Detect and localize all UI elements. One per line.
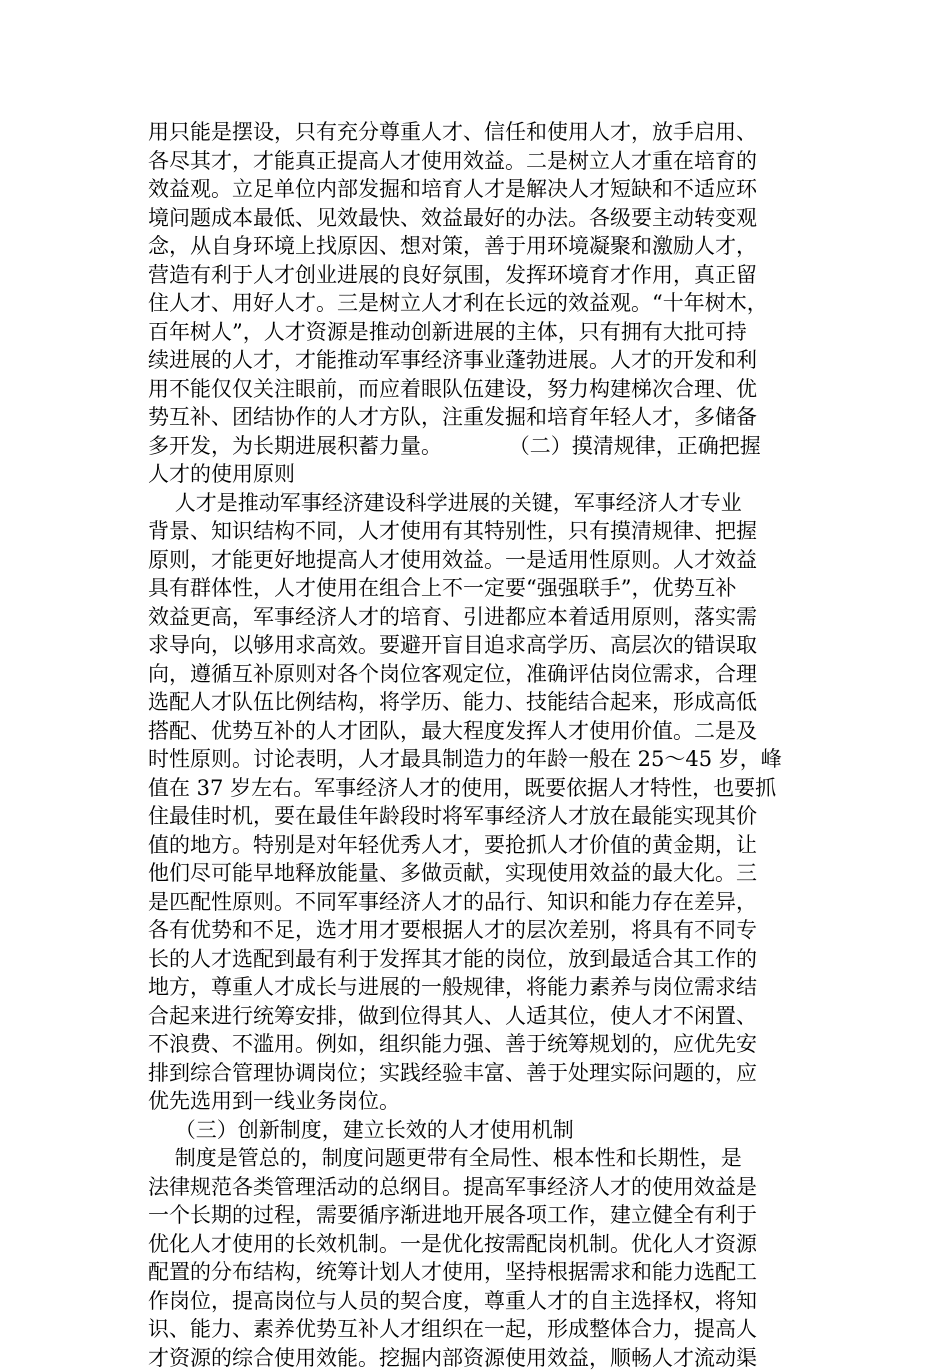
text-line: 住最佳时机，要在最佳年龄段时将军事经济人才放在最能实现其价 [148,802,800,831]
text-line: 优先选用到一线业务岗位。 [148,1087,800,1116]
text-line: 值在 37 岁左右。军事经济人才的使用，既要依据人才特性，也要抓 [148,774,800,803]
text-line: 配置的分布结构，统筹计划人才使用，坚持根据需求和能力选配工 [148,1258,800,1287]
text-line: 选配人才队伍比例结构，将学历、能力、技能结合起来，形成高低 [148,688,800,717]
text-line: 识、能力、素养优势互补人才组织在一起，形成整体合力，提高人 [148,1315,800,1344]
text-line: 各有优势和不足，选才用才要根据人才的层次差别，将具有不同专 [148,916,800,945]
text-line: 搭配、优势互补的人才团队，最大程度发挥人才使用价值。二是及 [148,717,800,746]
text-line: 效益更高，军事经济人才的培育、引进都应本着适用原则，落实需 [148,603,800,632]
text-line: 营造有利于人才创业进展的良好氛围，发挥环境育才作用，真正留 [148,261,800,290]
text-line: 用只能是摆设，只有充分尊重人才、信任和使用人才，放手启用、 [148,118,800,147]
text-line: 具有群体性，人才使用在组合上不一定要“强强联手”，优势互补 [148,574,800,603]
text-line: 合起来进行统筹安排，做到位得其人、人适其位，使人才不闲置、 [148,1002,800,1031]
text-line: 背景、知识结构不同，人才使用有其特别性，只有摸清规律、把握 [148,517,800,546]
text-line: 效益观。立足单位内部发掘和培育人才是解决人才短缺和不适应环 [148,175,800,204]
text-line: 排到综合管理协调岗位；实践经验丰富、善于处理实际问题的，应 [148,1059,800,1088]
text-line: 百年树人”，人才资源是推动创新进展的主体，只有拥有大批可持 [148,318,800,347]
text-line: 时性原则。讨论表明，人才最具制造力的年龄一般在 25～45 岁，峰 [148,745,800,774]
text-line: 求导向，以够用求高效。要避开盲目追求高学历、高层次的错误取 [148,631,800,660]
text-line: 原则，才能更好地提高人才使用效益。一是适用性原则。人才效益 [148,546,800,575]
text-line: 制度是管总的，制度问题更带有全局性、根本性和长期性，是 [148,1144,800,1173]
text-line: （三）创新制度，建立长效的人才使用机制 [148,1116,800,1145]
document-page [148,118,800,1372]
text-line: 作岗位，提高岗位与人员的契合度，尊重人才的自主选择权，将知 [148,1287,800,1316]
text-line: 用不能仅仅关注眼前，而应着眼队伍建设，努力构建梯次合理、优 [148,375,800,404]
text-line: 优化人才使用的长效机制。一是优化按需配岗机制。优化人才资源 [148,1230,800,1259]
text-line: 各尽其才，才能真正提高人才使用效益。二是树立人才重在培育的 [148,147,800,176]
text-line: 势互补、团结协作的人才方队，注重发掘和培育年轻人才，多储备 [148,403,800,432]
text-line: 向，遵循互补原则对各个岗位客观定位，准确评估岗位需求，合理 [148,660,800,689]
text-line: 境问题成本最低、见效最快、效益最好的办法。各级要主动转变观 [148,204,800,233]
text-line: 法律规范各类管理活动的总纲目。提高军事经济人才的使用效益是 [148,1173,800,1202]
text-line: 是匹配性原则。不同军事经济人才的品行、知识和能力存在差异， [148,888,800,917]
text-line: 值的地方。特别是对年轻优秀人才，要抢抓人才价值的黄金期，让 [148,831,800,860]
text-line: 多开发，为长期进展积蓄力量。 （二）摸清规律，正确把握 [148,432,800,461]
text-line: 不浪费、不滥用。例如，组织能力强、善于统筹规划的，应优先安 [148,1030,800,1059]
text-line: 住人才、用好人才。三是树立人才利在长远的效益观。“十年树木， [148,289,800,318]
text-line: 才资源的综合使用效能。挖掘内部资源使用效益，顺畅人才流动渠 [148,1344,800,1372]
text-line: 续进展的人才，才能推动军事经济事业蓬勃进展。人才的开发和利 [148,346,800,375]
text-line: 人才是推动军事经济建设科学进展的关键，军事经济人才专业 [148,489,800,518]
text-line: 地方，尊重人才成长与进展的一般规律，将能力素养与岗位需求结 [148,973,800,1002]
text-line: 一个长期的过程，需要循序渐进地开展各项工作，建立健全有利于 [148,1201,800,1230]
text-line: 念，从自身环境上找原因、想对策，善于用环境凝聚和激励人才， [148,232,800,261]
text-line: 人才的使用原则 [148,460,800,489]
text-line: 长的人才选配到最有利于发挥其才能的岗位，放到最适合其工作的 [148,945,800,974]
text-line: 他们尽可能早地释放能量、多做贡献，实现使用效益的最大化。三 [148,859,800,888]
